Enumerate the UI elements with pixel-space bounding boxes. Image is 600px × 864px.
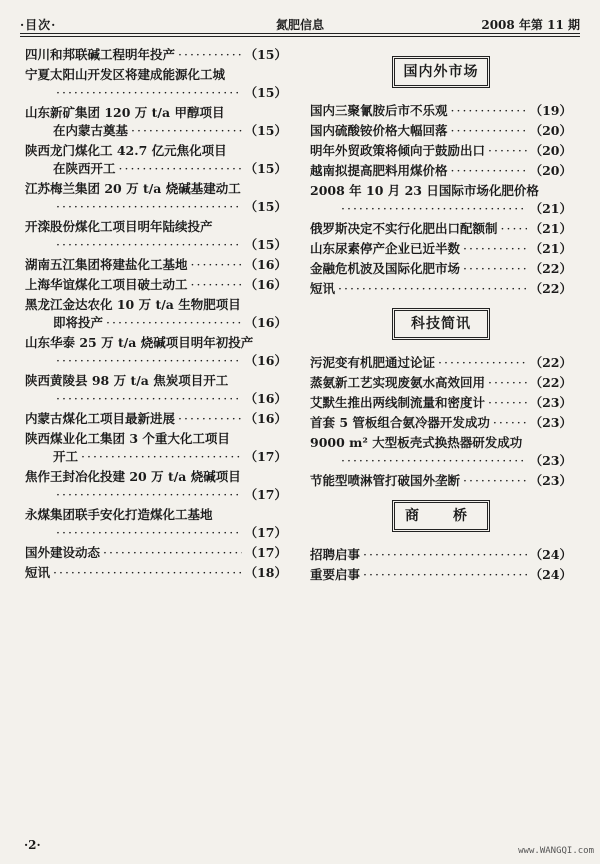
toc-page-number: （21） — [529, 221, 572, 236]
leader-dots — [106, 314, 242, 332]
leader-dots — [488, 394, 527, 412]
toc-entry[interactable] — [25, 276, 287, 294]
leader-dots — [493, 414, 527, 432]
toc-page-number: （20） — [529, 163, 572, 178]
toc-entry-title: 9000 m² 大型板壳式换热器研发成功 — [310, 435, 523, 450]
leader-dots — [56, 390, 242, 408]
toc-entry[interactable] — [310, 142, 572, 160]
leader-dots — [191, 276, 242, 294]
toc-entry[interactable] — [310, 414, 572, 432]
toc-page-number: （15） — [244, 237, 287, 252]
page-number: ·2· — [24, 838, 41, 852]
watermark: www.WANGQI.com — [518, 846, 594, 856]
toc-entry-title: 污泥变有机肥通过论证 — [310, 355, 436, 370]
toc-page-number: （16） — [244, 391, 287, 406]
header-issue: 2008 年第 11 期 — [481, 18, 580, 32]
leader-dots — [338, 280, 527, 298]
toc-page-number: （19） — [529, 103, 572, 118]
toc-entry-title: 2008 年 10 月 23 日国际市场化肥价格 — [310, 183, 539, 198]
toc-entry[interactable] — [310, 240, 572, 258]
leader-dots — [131, 122, 242, 140]
toc-page-number: （15） — [244, 199, 287, 214]
toc-entry[interactable] — [25, 104, 287, 140]
toc-entry-title: 国内三聚氰胺后市不乐观 — [310, 103, 448, 118]
toc-page-number: （20） — [529, 123, 572, 138]
toc-entry-title: 国内硫酸铵价格大幅回落 — [310, 123, 448, 138]
leader-dots — [119, 160, 242, 178]
toc-entry[interactable] — [25, 256, 287, 274]
leader-dots — [451, 122, 527, 140]
toc-entry-title: 山东尿素停产企业已近半数 — [310, 241, 461, 256]
toc-entry[interactable] — [25, 410, 287, 428]
toc-entry[interactable] — [25, 180, 287, 216]
leader-dots — [451, 102, 527, 120]
leader-dots — [463, 260, 527, 278]
toc-page-number: （22） — [529, 375, 572, 390]
toc-entry-title: 重要启事 — [310, 567, 361, 582]
toc-entry-title: 短讯 — [310, 281, 336, 296]
section-heading: 科技简讯 — [392, 308, 490, 340]
toc-left-column — [25, 46, 287, 584]
toc-entry-title: 节能型喷淋管打破国外垄断 — [310, 473, 461, 488]
toc-page-number: （21） — [529, 201, 572, 216]
section-heading: 商 桥 — [392, 500, 490, 532]
toc-page-number: （17） — [244, 525, 287, 540]
header-section-label: ·目次· — [20, 18, 57, 32]
toc-page-number: （24） — [529, 567, 572, 582]
toc-page-number: （24） — [529, 547, 572, 562]
toc-entry-title: 陕西龙门煤化工 42.7 亿元焦化项目 — [25, 143, 227, 158]
section-heading: 国内外市场 — [392, 56, 490, 88]
leader-dots — [56, 198, 242, 216]
toc-page-number: （18） — [244, 565, 287, 580]
toc-entry-title: 国外建设动态 — [25, 545, 101, 560]
toc-entry-title: 俄罗斯决定不实行化肥出口配额制 — [310, 221, 498, 236]
toc-entry-title: 蒸氨新工艺实现废氨水高效回用 — [310, 375, 486, 390]
toc-page-number: （20） — [529, 143, 572, 158]
toc-page-number: （22） — [529, 281, 572, 296]
leader-dots — [56, 352, 242, 370]
toc-page-number: （16） — [244, 353, 287, 368]
toc-entry[interactable] — [310, 162, 572, 180]
toc-entry-title: 即将投产 — [53, 315, 104, 330]
toc-entry-title: 江苏梅兰集团 20 万 t/a 烧碱基建动工 — [25, 181, 241, 196]
toc-entry-title: 宁夏太阳山开发区将建成能源化工城 — [25, 67, 226, 82]
toc-entry[interactable] — [310, 434, 572, 470]
leader-dots — [463, 240, 527, 258]
toc-page-number: （23） — [529, 395, 572, 410]
leader-dots — [53, 564, 242, 582]
leader-dots — [363, 546, 527, 564]
toc-entry-title: 黑龙江金达农化 10 万 t/a 生物肥项目 — [25, 297, 241, 312]
toc-entry[interactable] — [310, 472, 572, 490]
toc-entry[interactable] — [310, 220, 572, 238]
toc-entry-title: 开滦股份煤化工项目明年陆续投产 — [25, 219, 213, 234]
leader-dots — [438, 354, 527, 372]
toc-page-number: （15） — [244, 47, 287, 62]
leader-dots — [178, 46, 242, 64]
toc-entry-title: 湖南五江集团将建盐化工基地 — [25, 257, 188, 272]
toc-entry[interactable] — [310, 394, 572, 412]
toc-entry[interactable] — [310, 102, 572, 120]
toc-right-column — [310, 46, 572, 586]
leader-dots — [451, 162, 527, 180]
toc-page-number: （15） — [244, 85, 287, 100]
toc-entry[interactable] — [310, 566, 572, 584]
toc-entry[interactable] — [310, 122, 572, 140]
running-header — [20, 8, 580, 34]
toc-entry[interactable] — [25, 334, 287, 370]
toc-entry[interactable] — [310, 182, 572, 218]
header-rule-top — [20, 33, 580, 34]
toc-entry-title: 开工 — [53, 449, 79, 464]
toc-entry-title: 越南拟提高肥料用煤价格 — [310, 163, 448, 178]
toc-entry[interactable] — [310, 354, 572, 372]
toc-entry-title: 陕西黄陵县 98 万 t/a 焦炭项目开工 — [25, 373, 229, 388]
leader-dots — [501, 220, 527, 238]
header-journal-title: 氮肥信息 — [275, 18, 324, 32]
toc-page-number: （16） — [244, 411, 287, 426]
toc-entry[interactable] — [310, 374, 572, 392]
toc-entry[interactable] — [25, 218, 287, 254]
toc-entry-title: 艾默生推出两线制流量和密度计 — [310, 395, 486, 410]
toc-page-number: （17） — [244, 449, 287, 464]
toc-entry[interactable] — [310, 546, 572, 564]
toc-entry-title: 明年外贸政策将倾向于鼓励出口 — [310, 143, 486, 158]
leader-dots — [103, 544, 242, 562]
toc-entry[interactable] — [25, 372, 287, 408]
toc-page-number: （15） — [244, 161, 287, 176]
toc-entry[interactable] — [25, 66, 287, 102]
toc-entry-title: 在陕西开工 — [53, 161, 116, 176]
leader-dots — [56, 524, 242, 542]
toc-page-number: （23） — [529, 453, 572, 468]
toc-page-number: （15） — [244, 123, 287, 138]
toc-entry-title: 首套 5 管板组合氨冷器开发成功 — [310, 415, 490, 430]
toc-entry-title: 招聘启事 — [310, 547, 361, 562]
toc-entry-title: 焦作王封冶化投建 20 万 t/a 烧碱项目 — [25, 469, 241, 484]
leader-dots — [488, 374, 527, 392]
toc-entry-title: 短讯 — [25, 565, 51, 580]
toc-entry-title: 四川和邦联碱工程明年投产 — [25, 47, 176, 62]
leader-dots — [488, 142, 527, 160]
toc-page-number: （23） — [529, 473, 572, 488]
toc-page-number: （16） — [244, 257, 287, 272]
toc-page-number: （23） — [529, 415, 572, 430]
leader-dots — [178, 410, 242, 428]
leader-dots — [341, 200, 527, 218]
toc-page-number: （17） — [244, 545, 287, 560]
leader-dots — [463, 472, 527, 490]
toc-entry[interactable] — [25, 468, 287, 504]
leader-dots — [56, 84, 242, 102]
toc-entry[interactable] — [310, 280, 572, 298]
toc-entry[interactable] — [25, 296, 287, 332]
toc-entry[interactable] — [310, 260, 572, 278]
toc-entry-title: 内蒙古煤化工项目最新进展 — [25, 411, 176, 426]
toc-entry[interactable] — [25, 544, 287, 562]
toc-page-number: （16） — [244, 277, 287, 292]
leader-dots — [191, 256, 242, 274]
header-rule-bottom — [20, 36, 580, 37]
toc-page-number: （16） — [244, 315, 287, 330]
toc-page-number: （21） — [529, 241, 572, 256]
toc-entry-title: 在内蒙古奠基 — [53, 123, 129, 138]
toc-entry[interactable] — [25, 46, 287, 64]
toc-entry[interactable] — [25, 564, 287, 582]
toc-entry[interactable] — [25, 506, 287, 542]
toc-page-number: （22） — [529, 355, 572, 370]
toc-entry-title: 永煤集团联手安化打造煤化工基地 — [25, 507, 213, 522]
leader-dots — [363, 566, 527, 584]
leader-dots — [56, 236, 242, 254]
leader-dots — [341, 452, 527, 470]
leader-dots — [81, 448, 242, 466]
toc-entry-title: 金融危机波及国际化肥市场 — [310, 261, 461, 276]
toc-entry-title: 山东新矿集团 120 万 t/a 甲醇项目 — [25, 105, 225, 120]
toc-entry-title: 陕西煤业化工集团 3 个重大化工项目 — [25, 431, 230, 446]
toc-page-number: （17） — [244, 487, 287, 502]
toc-page-number: （22） — [529, 261, 572, 276]
toc-entry-title: 上海华谊煤化工项目破土动工 — [25, 277, 188, 292]
toc-entry[interactable] — [25, 430, 287, 466]
toc-entry-title: 山东华泰 25 万 t/a 烧碱项目明年初投产 — [25, 335, 254, 350]
leader-dots — [56, 486, 242, 504]
toc-entry[interactable] — [25, 142, 287, 178]
